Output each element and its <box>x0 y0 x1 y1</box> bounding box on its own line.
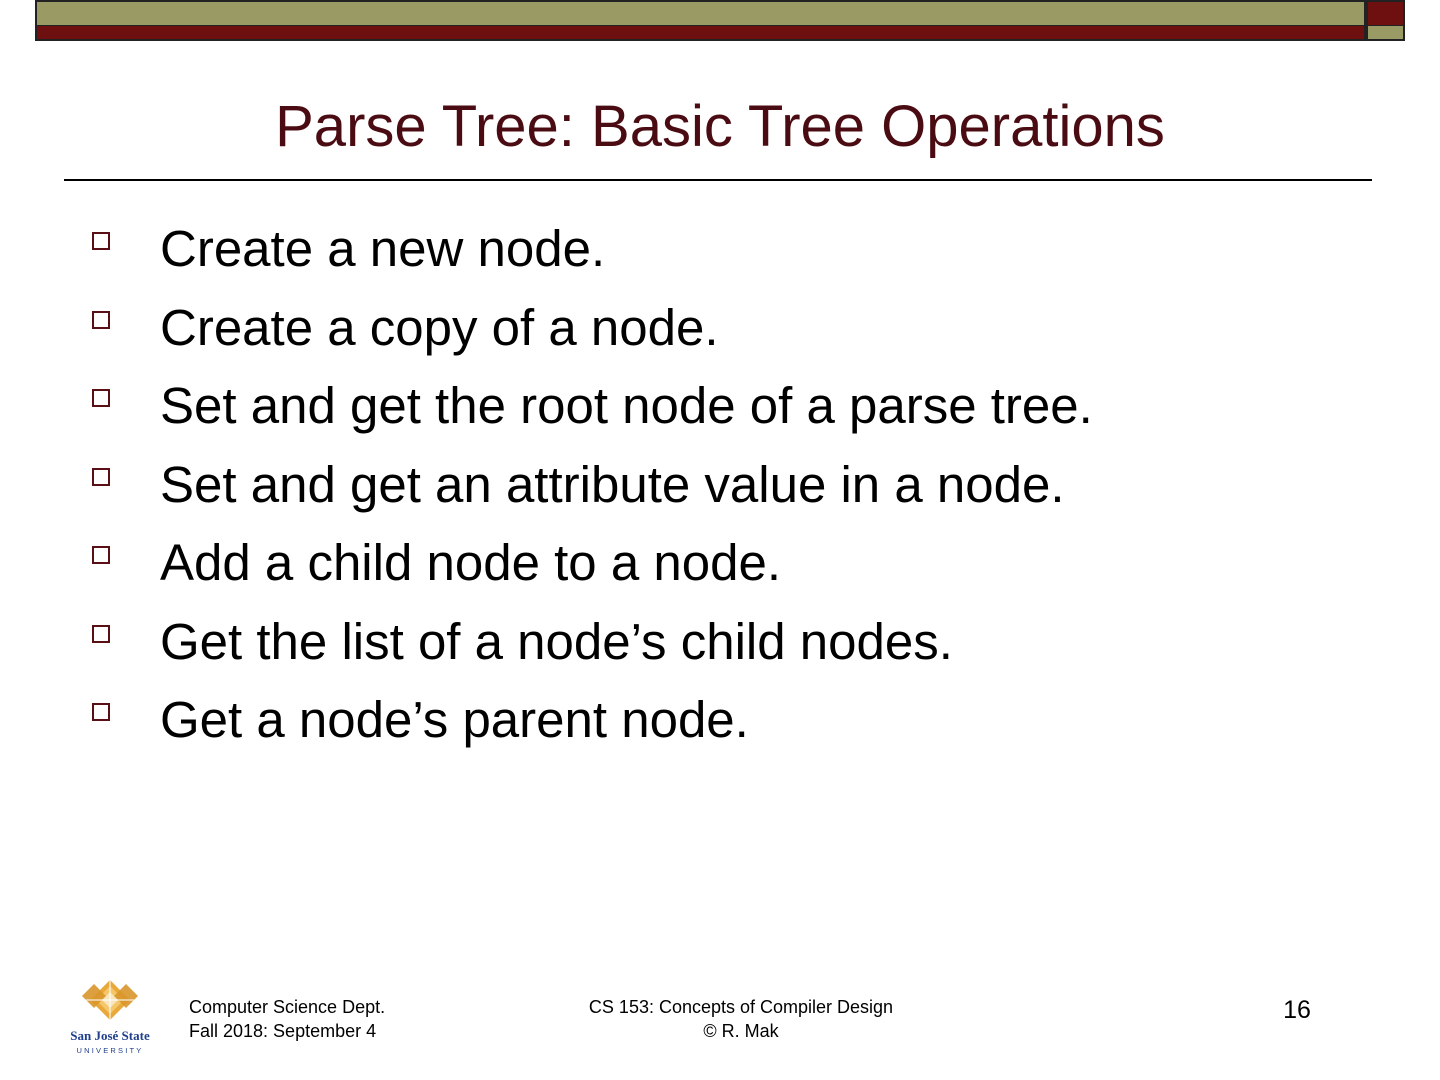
slide-title: Parse Tree: Basic Tree Operations <box>275 94 1165 159</box>
footer-copyright: © R. Mak <box>703 1021 779 1041</box>
bullet-text: Get the list of a node’s child nodes. <box>160 612 953 670</box>
square-bullet-icon <box>92 232 110 250</box>
footer-center <box>560 995 922 1043</box>
logo-text-line2: UNIVERSITY <box>76 1046 144 1055</box>
bullet-text: Get a node’s parent node. <box>160 691 749 748</box>
square-bullet-icon <box>92 703 110 721</box>
bullet-text: Set and get an attribute value in a node. <box>160 455 1065 513</box>
logo-text-line1: San José State <box>70 1028 150 1043</box>
title-divider <box>64 179 1372 181</box>
footer-department: Computer Science Dept. <box>189 997 386 1017</box>
bullet-text: Add a child node to a node. <box>160 534 781 591</box>
square-bullet-icon <box>92 468 110 486</box>
header-corner-red <box>1366 0 1405 25</box>
logo-emblem <box>82 980 138 1020</box>
footer-date: Fall 2018: September 4 <box>189 1021 377 1041</box>
footer-course: CS 153: Concepts of Compiler Design <box>588 997 894 1017</box>
square-bullet-icon <box>92 389 110 407</box>
square-bullet-icon <box>92 311 110 329</box>
header-band-olive <box>35 0 1366 25</box>
square-bullet-icon <box>92 625 110 643</box>
bullet-text: Create a new node. <box>160 220 606 277</box>
square-bullet-icon <box>92 546 110 564</box>
page-number: 16 <box>1283 996 1311 1024</box>
header-band-red <box>35 25 1366 41</box>
san-jose-state-university-logo-icon <box>64 978 156 1056</box>
bullet-text: Set and get the root node of a parse tree. <box>160 377 1093 434</box>
footer-left <box>189 995 385 1043</box>
bullet-text: Create a copy of a node. <box>160 298 719 356</box>
header-corner-olive <box>1366 25 1405 41</box>
